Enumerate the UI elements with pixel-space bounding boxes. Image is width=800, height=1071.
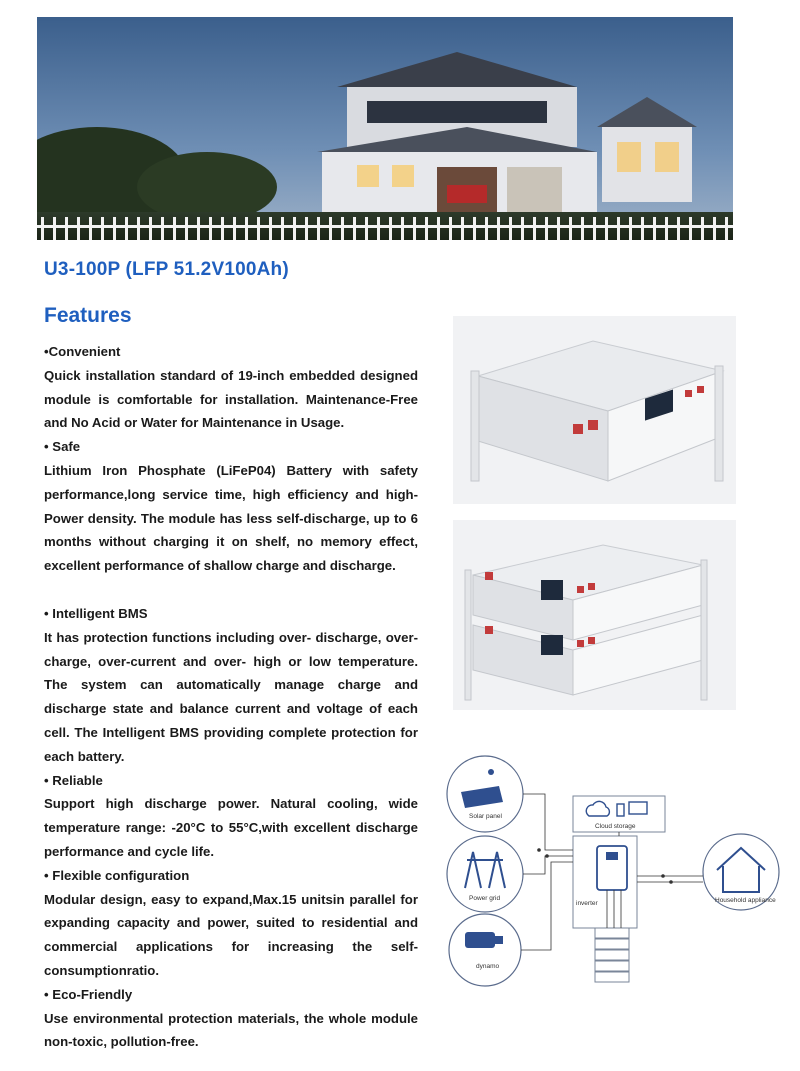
cloud-storage-label: Cloud storage [595,823,636,830]
feature-body: Lithium Iron Phosphate (LiFeP04) Battery with safety performance,long service time, high efficiency and high-Power density. The module has less self-discharge, up to 6 months without charging it on shelf, no memory effect, excellent performance of shallow charge and discharge. [44,462,418,574]
feature-body: Support high discharge power. Natural cooling, wide temperature range: -20°C to 55°C,with excellent discharge performance and cycle life. [44,796,418,859]
stacked-battery-modules-photo [453,520,736,710]
hero-house-photo [37,17,733,240]
household-appliance-label: Household appliance [715,897,776,904]
feature-convenient [44,340,418,435]
dynamo-node [449,914,521,986]
feature-intelligent-bms [44,602,418,769]
power-grid-label: Power grid [469,895,501,902]
features-list [44,340,418,1054]
battery-stack-icon [595,928,629,982]
product-title: U3-100P (LFP 51.2V100Ah) [44,259,289,280]
feature-heading: • Safe [44,439,81,455]
feature-body: Use environmental protection materials, the whole module non-toxic, pollution-free. [44,1010,418,1050]
section-title-features: Features [44,304,132,327]
feature-heading: •Convenient [44,344,121,359]
feature-safe [44,435,418,578]
feature-body: Modular design, easy to expand,Max.15 unitsin parallel for expanding capacity and power, suited to residential and commercial applications for increasing the self-consumptionratio. [44,891,418,978]
feature-heading: • Reliable [44,772,103,788]
feature-heading: • Flexible configuration [44,867,190,883]
system-diagram [443,752,785,988]
feature-heading: • Intelligent BMS [44,605,148,621]
feature-heading: • Eco-Friendly [44,986,133,1002]
dynamo-label: dynamo [476,963,500,970]
feature-reliable [44,769,418,864]
battery-module-photo [453,316,736,504]
solar-panel-label: Solar panel [469,813,502,820]
feature-eco-friendly [44,983,418,1054]
feature-flexible-configuration [44,864,418,983]
inverter-label: inverter [576,900,598,907]
feature-body: Quick installation standard of 19-inch embedded designed module is comfortable for installation. Maintenance-Free and No Acid or Water for Maintenance in Usage. [44,367,418,431]
spacer [44,578,418,602]
feature-body: It has protection functions including over- discharge, over-charge, over-current and over- high or low temperature. The system can automatically manage charge and discharge state and balance current and voltage of each cell. The Intelligent BMS providing complete protection for each battery. [44,629,418,764]
